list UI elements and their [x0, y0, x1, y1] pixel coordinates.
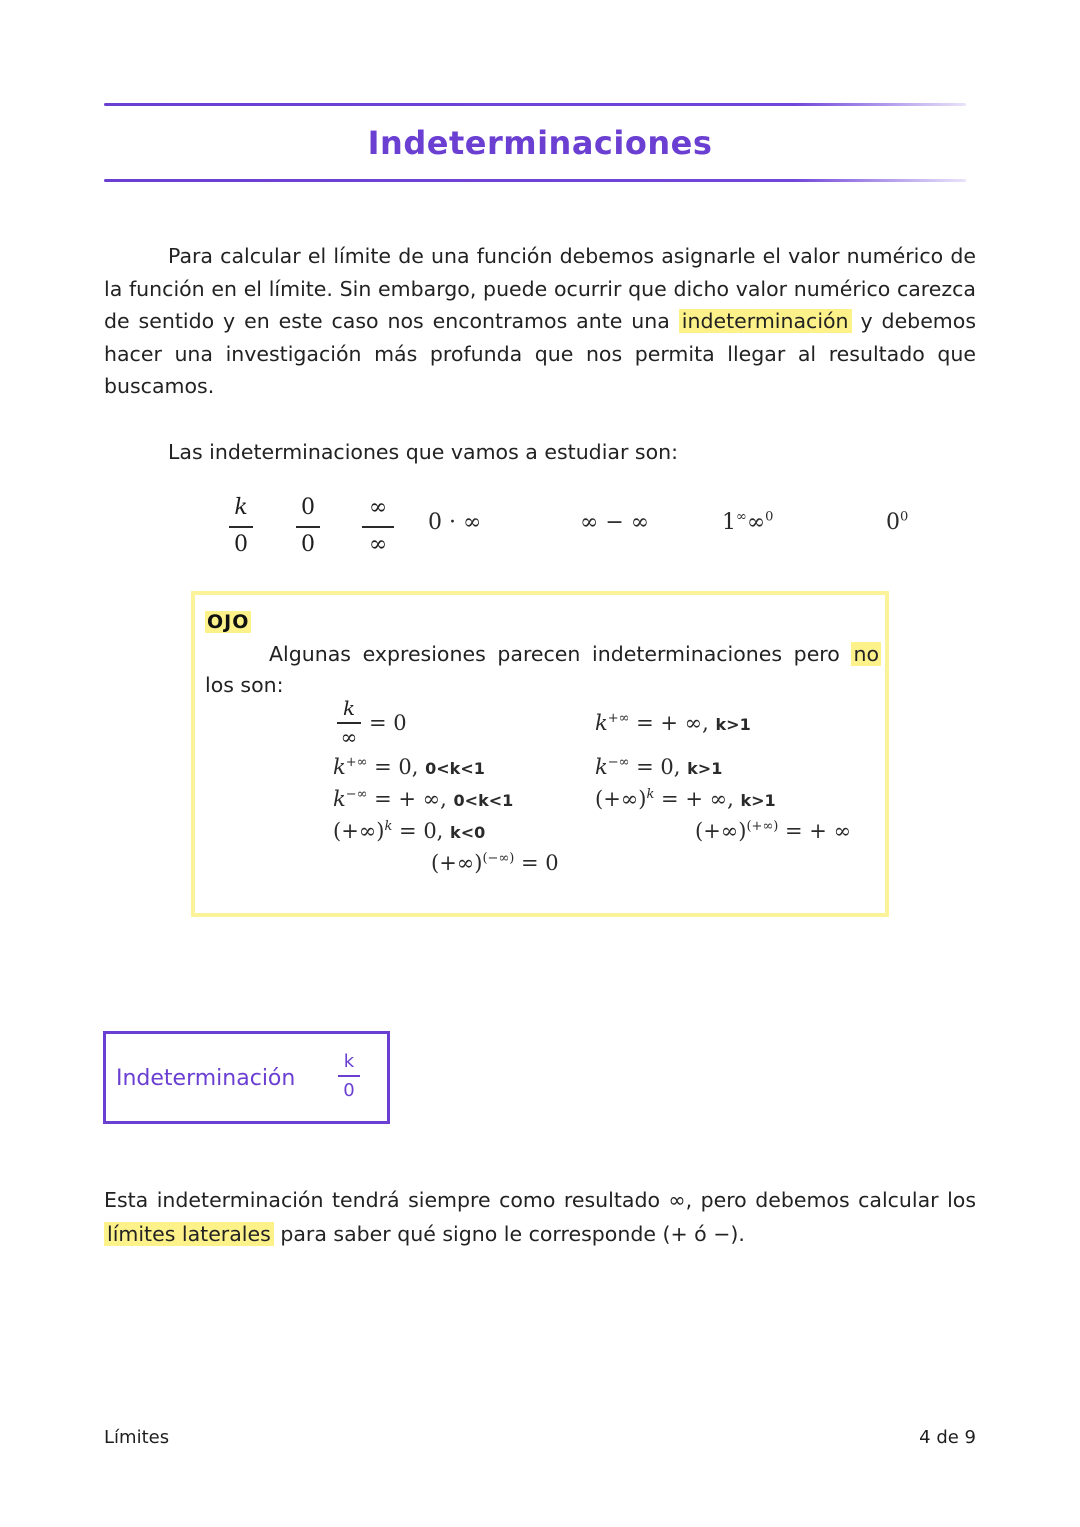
ojo-frac-k-over-inf [337, 697, 361, 748]
fraction-bar [296, 526, 320, 528]
section-frac-num: k [343, 1051, 355, 1072]
header-rule-bottom [104, 179, 966, 182]
highlight-no: no [853, 642, 879, 666]
ojo-rule: (+∞)$^k$ = + ∞, k>1 [595, 787, 776, 811]
ojo-rule: k+∞ = + ∞, k>1 [595, 711, 751, 735]
page-title: Indeterminaciones [367, 124, 713, 162]
ojo-rule: k−∞ = + ∞, 0<k<1 [333, 787, 514, 811]
indet-zero-pow-zero: $0^0$ [886, 509, 909, 535]
indet-one-inf-inf-zero: 1∞∞$^0$ [722, 509, 774, 535]
ojo-frac-num: k [342, 696, 356, 720]
indeterminations-lead: Las indeterminaciones que vamos a estudiar son: [168, 440, 679, 464]
intro-text-2: y debemos hacer una investigación más profunda que nos permita llegar al resultado que buscamos. [104, 309, 976, 399]
page-number: 4 de 9 [919, 1427, 976, 1448]
fraction-bar [229, 526, 253, 528]
indet-frac-den: ∞ [368, 531, 388, 557]
ojo-rule: (+∞)(−∞) = 0 [431, 851, 559, 875]
ojo-rule: (+∞)$^k$ = 0, k<0 [333, 819, 486, 843]
ojo-frac-den: ∞ [340, 724, 358, 749]
ojo-frac-equals: = 0 [369, 711, 407, 735]
intro-paragraph [104, 240, 976, 440]
highlight-limites-laterales: límites laterales [104, 1222, 274, 1246]
footer-title: Límites [104, 1427, 170, 1448]
ojo-rule: k+∞ = 0, 0<k<1 [333, 755, 485, 779]
section-frac-den: 0 [343, 1080, 355, 1101]
intro-text-1: Para calcular el límite de una función debemos asignarle el valor numérico de la función en el límite. Sin embargo, puede ocurrir que dicho valor numérico carezca de sentido y en este caso nos encontramos ante una [104, 244, 976, 334]
header-rule-top [104, 103, 966, 106]
indet-k-over-0 [229, 495, 253, 558]
k0-text-1: Esta indeterminación tendrá siempre como resultado ∞, pero debemos calcular los [104, 1188, 976, 1212]
indet-frac-num: ∞ [368, 495, 388, 520]
ojo-note-box [191, 591, 889, 917]
section-heading-fraction [338, 1052, 360, 1101]
ojo-text [205, 639, 881, 701]
indet-zero-times-inf: 0 · ∞ [428, 510, 482, 535]
indet-frac-den: 0 [301, 531, 315, 557]
ojo-rule: (+∞)(+∞) = + ∞ [695, 819, 852, 843]
indet-0-over-0 [296, 495, 320, 558]
indet-inf-over-inf [362, 495, 394, 558]
fraction-bar [338, 1075, 360, 1077]
ojo-text-b: los son: [205, 673, 284, 697]
k0-paragraph [104, 1183, 976, 1293]
fraction-bar [337, 722, 361, 724]
indet-frac-den: 0 [234, 531, 248, 557]
ojo-rule: k−∞ = 0, k>1 [595, 755, 723, 779]
indet-frac-num: 0 [301, 495, 315, 520]
section-heading-box [103, 1031, 390, 1124]
k0-text-2: para saber qué signo le corresponde (+ ó −). [280, 1222, 745, 1246]
section-heading-label: Indeterminación [116, 1066, 296, 1091]
indet-inf-minus-inf: ∞ − ∞ [580, 510, 650, 535]
highlight-indeterminacion: indeterminación [679, 309, 852, 333]
ojo-label: OJO [207, 611, 250, 633]
fraction-bar [362, 526, 394, 528]
indet-frac-num: k [234, 495, 248, 520]
ojo-text-a: Algunas expresiones parecen indeterminaciones pero [269, 642, 840, 666]
